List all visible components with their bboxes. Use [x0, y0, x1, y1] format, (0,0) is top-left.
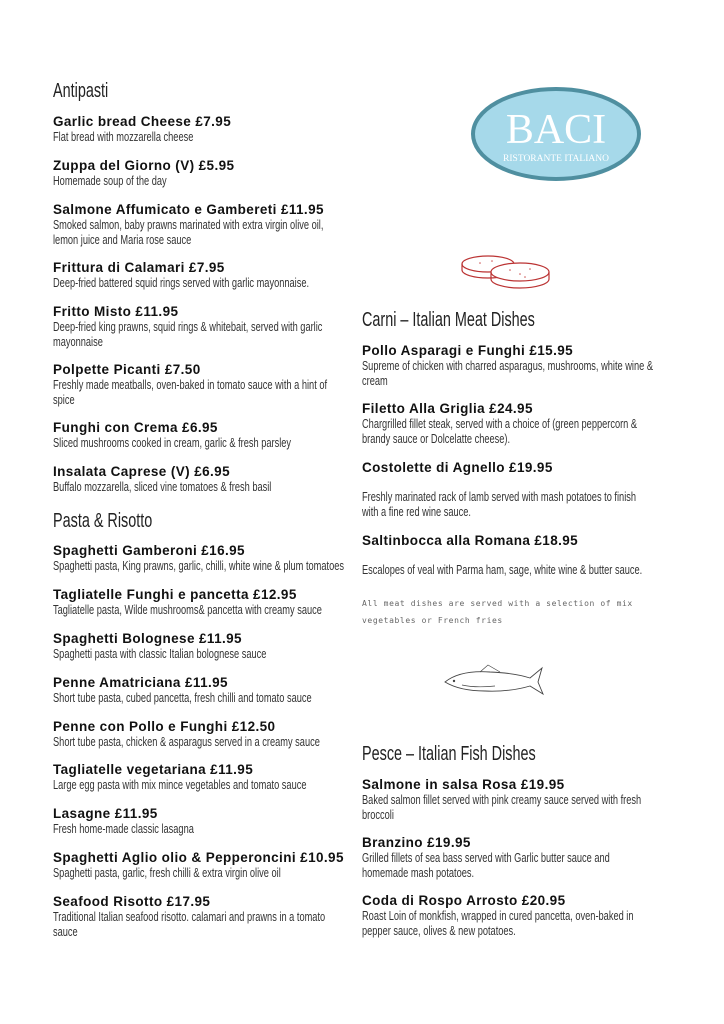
item-title: Spaghetti Bolognese £11.95: [53, 631, 242, 646]
item-description: Deep-fried king prawns, squid rings & whitebait, served with garlic mayonnaise: [53, 320, 323, 349]
item-description: Flat bread with mozzarella cheese: [53, 130, 194, 144]
menu-item: [53, 762, 353, 793]
item-description: Short tube pasta, cubed pancetta, fresh chilli and tomato sauce: [53, 691, 312, 705]
item-title: Spaghetti Aglio olio & Pepperoncini £10.95: [53, 850, 344, 865]
item-description: Fresh home-made classic lasagna: [53, 822, 194, 836]
item-title: Penne Amatriciana £11.95: [53, 675, 228, 690]
menu-item: [362, 401, 662, 446]
menu-item: [362, 835, 662, 880]
item-title: Lasagne £11.95: [53, 806, 158, 821]
item-title: Branzino £19.95: [362, 835, 471, 850]
menu-item: [53, 806, 353, 837]
menu-item: [53, 304, 353, 349]
item-description: Roast Loin of monkfish, wrapped in cured pancetta, oven-baked in pepper sauce, olives & new potatoes.: [362, 909, 634, 938]
item-description: Chargrilled fillet steak, served with a choice of (green peppercorn & brandy sauce or Dolcelatte cheese).: [362, 417, 638, 446]
item-title: Coda di Rospo Arrosto £20.95: [362, 893, 566, 908]
menu-item: [362, 343, 662, 388]
item-title: Spaghetti Gamberoni £16.95: [53, 543, 245, 558]
menu-item: [53, 675, 353, 706]
menu-item: [53, 894, 353, 939]
item-title: Filetto Alla Griglia £24.95: [362, 401, 533, 416]
item-title: Saltinbocca alla Romana £18.95: [362, 533, 579, 548]
menu-item: [53, 202, 353, 247]
item-description: Buffalo mozzarella, sliced vine tomatoes & fresh basil: [53, 480, 272, 494]
item-title: Salmone Affumicato e Gambereti £11.95: [53, 202, 324, 217]
item-title: Funghi con Crema £6.95: [53, 420, 218, 435]
item-title: Tagliatelle Funghi e pancetta £12.95: [53, 587, 297, 602]
svg-text:RISTORANTE ITALIANO: RISTORANTE ITALIANO: [503, 154, 609, 164]
salami-slices-illustration: [460, 252, 552, 290]
baci-logo: [470, 86, 642, 182]
meat-dishes-note: All meat dishes are served with a selection of mix vegetables or French fries: [362, 599, 633, 625]
menu-item: [362, 533, 662, 578]
item-description: Homemade soup of the day: [53, 174, 167, 188]
menu-item: [53, 543, 353, 574]
item-title: Frittura di Calamari £7.95: [53, 260, 225, 275]
menu-item: [53, 587, 353, 618]
section-heading-carni: Carni – Italian Meat Dishes: [362, 309, 535, 331]
menu-item: [53, 362, 353, 407]
fish-illustration: [440, 660, 545, 700]
item-description: Smoked salmon, baby prawns marinated with extra virgin olive oil, lemon juice and Maria rose sauce: [53, 218, 324, 247]
item-title: Fritto Misto £11.95: [53, 304, 179, 319]
item-title: Seafood Risotto £17.95: [53, 894, 211, 909]
item-title: Zuppa del Giorno (V) £5.95: [53, 158, 235, 173]
item-title: Penne con Pollo e Funghi £12.50: [53, 719, 276, 734]
item-title: Tagliatelle vegetariana £11.95: [53, 762, 254, 777]
item-description: Supreme of chicken with charred asparagus, mushrooms, white wine & cream: [362, 359, 654, 388]
item-title: Costolette di Agnello £19.95: [362, 460, 553, 475]
section-heading-pasta: Pasta & Risotto: [53, 510, 153, 532]
item-title: Garlic bread Cheese £7.95: [53, 114, 232, 129]
item-description: Baked salmon fillet served with pink creamy sauce served with fresh broccoli: [362, 793, 642, 822]
section-heading-antipasti: Antipasti: [53, 80, 109, 102]
menu-item: [53, 719, 353, 750]
item-description: Deep-fried battered squid rings served with garlic mayonnaise.: [53, 276, 310, 290]
item-description: Large egg pasta with mix mince vegetables and tomato sauce: [53, 778, 307, 792]
menu-item: [53, 260, 353, 291]
menu-item: [53, 631, 353, 662]
item-title: Polpette Picanti £7.50: [53, 362, 201, 377]
item-title: Pollo Asparagi e Funghi £15.95: [362, 343, 574, 358]
menu-item: [362, 460, 662, 519]
menu-item: [53, 464, 353, 495]
svg-text:BACI: BACI: [505, 107, 607, 153]
item-description: Tagliatelle pasta, Wilde mushrooms& pancetta with creamy sauce: [53, 603, 322, 617]
item-description: Freshly marinated rack of lamb served with mash potatoes to finish with a fine red wine sauce.: [362, 490, 637, 519]
menu-item: [53, 420, 353, 451]
item-title: Insalata Caprese (V) £6.95: [53, 464, 230, 479]
item-description: Escalopes of veal with Parma ham, sage, white wine & butter sauce.: [362, 563, 643, 577]
item-description: Freshly made meatballs, oven-baked in tomato sauce with a hint of spice: [53, 378, 328, 407]
item-description: Sliced mushrooms cooked in cream, garlic & fresh parsley: [53, 436, 292, 450]
menu-item: [53, 158, 353, 189]
item-description: Spaghetti pasta, garlic, fresh chilli & extra virgin olive oil: [53, 866, 281, 880]
item-description: Grilled fillets of sea bass served with Garlic butter sauce and homemade mash potatoes.: [362, 851, 610, 880]
menu-item: [53, 850, 353, 881]
item-title: Salmone in salsa Rosa £19.95: [362, 777, 565, 792]
item-description: Spaghetti pasta with classic Italian bolognese sauce: [53, 647, 267, 661]
menu-item: [362, 893, 662, 938]
item-description: Traditional Italian seafood risotto. calamari and prawns in a tomato sauce: [53, 910, 326, 939]
item-description: Short tube pasta, chicken & asparagus served in a creamy sauce: [53, 735, 320, 749]
menu-item: [362, 777, 662, 822]
item-description: Spaghetti pasta, King prawns, garlic, chilli, white wine & plum tomatoes: [53, 559, 345, 573]
menu-item: [53, 114, 353, 145]
section-heading-pesce: Pesce – Italian Fish Dishes: [362, 743, 536, 765]
